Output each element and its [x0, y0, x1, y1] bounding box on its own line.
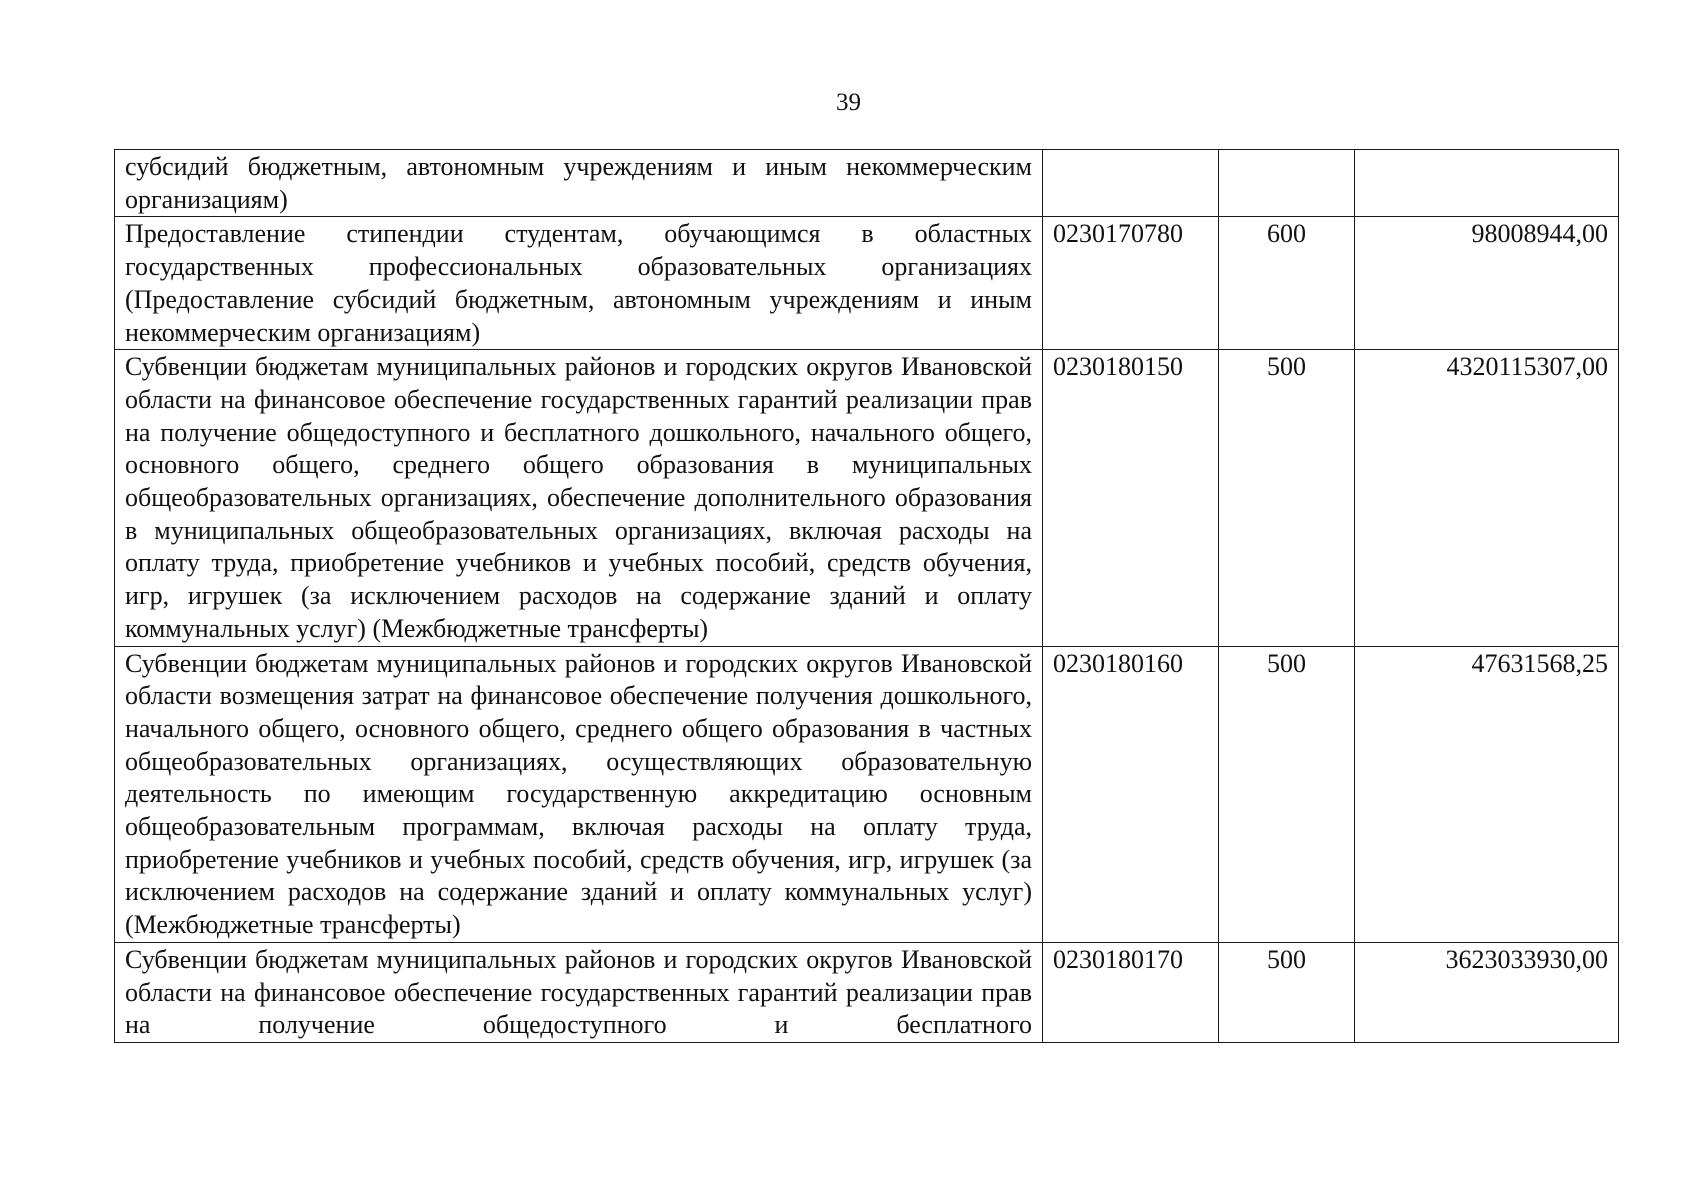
row-amount: 47631568,25	[1355, 646, 1619, 942]
row-expense-type: 600	[1219, 217, 1355, 350]
table-row	[115, 217, 1619, 350]
row-amount: 98008944,00	[1355, 217, 1619, 350]
row-target-code: 0230170780	[1043, 217, 1219, 350]
row-description: Субвенции бюджетам муниципальных районов и городских округов Ивановской области возмещения затрат на финансовое обеспечение получения дошкольного, начального общего, основного общего, среднего общего образования в частных общеобразовательных организациях, осуществляющих образовательную деятельность по имеющим государственную аккредитацию основным общеобразовательным программам, включая расходы на оплату труда, приобретение учебников и учебных пособий, средств обучения, игр, игрушек (за исключением расходов на содержание зданий и оплату коммунальных услуг) (Межбюджетные трансферты)	[115, 646, 1043, 942]
page-number: 39	[836, 89, 861, 116]
row-target-code	[1043, 150, 1219, 217]
row-amount: 3623033930,00	[1355, 942, 1619, 1042]
row-expense-type	[1219, 150, 1355, 217]
table-row	[115, 942, 1619, 1042]
row-description: субсидий бюджетным, автономным учреждениям и иным некоммерческим организациям)	[115, 150, 1043, 217]
row-expense-type: 500	[1219, 646, 1355, 942]
row-expense-type: 500	[1219, 942, 1355, 1042]
row-target-code: 0230180170	[1043, 942, 1219, 1042]
row-expense-type: 500	[1219, 350, 1355, 646]
row-target-code: 0230180160	[1043, 646, 1219, 942]
row-description: Субвенции бюджетам муниципальных районов и городских округов Ивановской области на финансовое обеспечение государственных гарантий реализации прав на получение общедоступного и бесплатного дошкольного, начального общего, основного общего, среднего общего образования в муниципальных общеобразовательных организациях, обеспечение дополнительного образования в муниципальных общеобразовательных организациях, включая расходы на оплату труда, приобретение учебников и учебных пособий, средств обучения, игр, игрушек (за исключением расходов на содержание зданий и оплату коммунальных услуг) (Межбюджетные трансферты)	[115, 350, 1043, 646]
table-row	[115, 646, 1619, 942]
row-description: Предоставление стипендии студентам, обучающимся в областных государственных профессиональных образовательных организациях (Предоставление субсидий бюджетным, автономным учреждениям и иным некоммерческим организациям)	[115, 217, 1043, 350]
row-target-code: 0230180150	[1043, 350, 1219, 646]
row-amount	[1355, 150, 1619, 217]
row-amount: 4320115307,00	[1355, 350, 1619, 646]
budget-table	[114, 149, 1619, 1043]
table-row	[115, 350, 1619, 646]
row-description: Субвенции бюджетам муниципальных районов и городских округов Ивановской области на финансовое обеспечение государственных гарантий реализации прав на получение общедоступного и бесплатного	[115, 942, 1043, 1042]
table-row	[115, 150, 1619, 217]
